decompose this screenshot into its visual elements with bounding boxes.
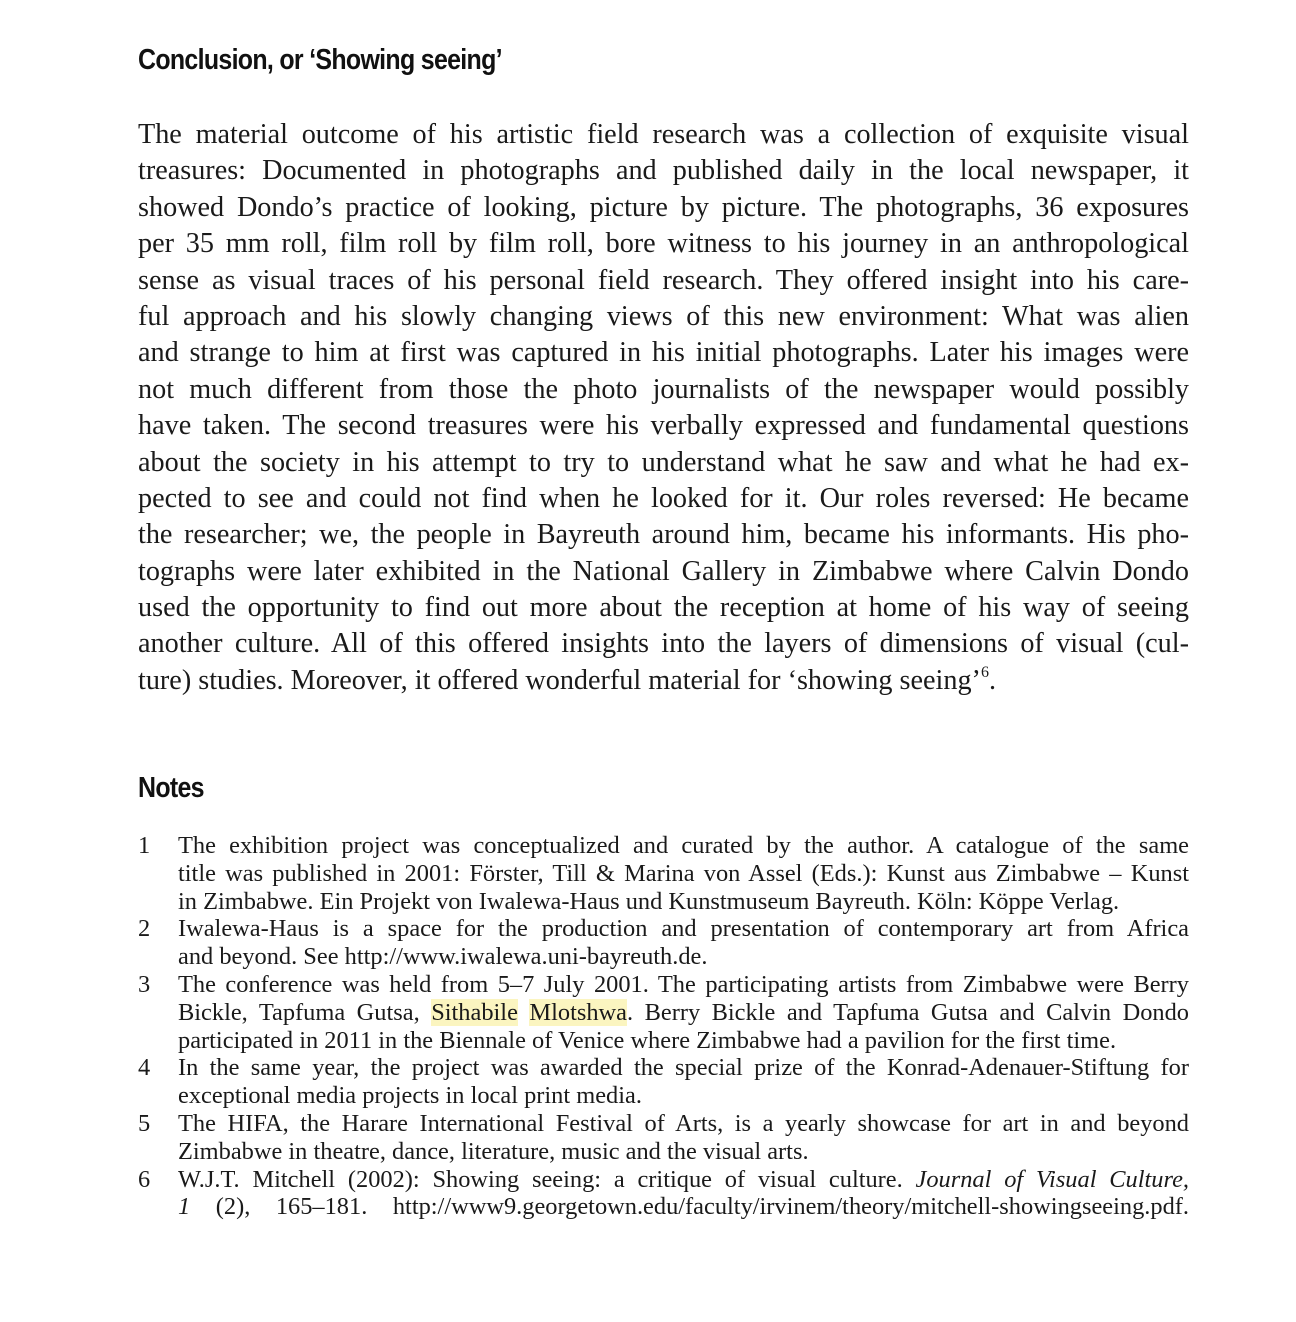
note-line: The exhibition project was conceptualized and curated by the author. A catalogue of the same [178,832,1189,859]
note-number: 6 [138,1165,151,1193]
note-text: W.J.T. Mitchell (2002): Showing seeing: a critique of visual culture. [178,1165,916,1193]
conclusion-paragraph [138,117,1189,699]
paragraph-line: and strange to him at first was captured in his initial photographs. Later his images were [138,337,1189,369]
paragraph-line: used the opportunity to find out more about the reception at home of his way of seeing [138,592,1189,624]
note-line-with-link[interactable]: and beyond. See http://www.iwalewa.uni-bayreuth.de. [178,943,708,971]
paragraph-line-last [138,663,1189,699]
note-text: Bickle, Tapfuma Gutsa, [178,998,432,1026]
note-line-with-link[interactable] [178,1193,1189,1221]
note-line: Zimbabwe in theatre, dance, literature, music and the visual arts. [178,1137,809,1165]
note-number: 2 [138,915,151,943]
paragraph-line: showed Dondo’s practice of looking, picture by picture. The photographs, 36 exposures [138,191,1189,223]
paragraph-line: treasures: Documented in photographs and published daily in the local newspaper, it [138,155,1189,187]
note-line: in Zimbabwe. Ein Projekt von Iwalewa-Haus und Kunstmuseum Bayreuth. Köln: Köppe Verlag. [178,887,1120,915]
highlighted-text[interactable]: Mlotshwa [529,998,627,1026]
notes-list [138,832,1189,1221]
paragraph-line: sense as visual traces of his personal field research. They offered insight into his care- [138,264,1189,296]
paragraph-line: the researcher; we, the people in Bayreuth around him, became his informants. His pho- [138,519,1189,551]
note-item-3 [138,971,1189,1054]
paragraph-line: The material outcome of his artistic field research was a collection of exquisite visual [138,119,1189,150]
note-item-4 [138,1054,1189,1110]
highlighted-text[interactable]: Sithabile [431,998,518,1026]
section-heading-notes: Notes [138,772,204,804]
note-number: 1 [138,832,151,859]
note-line: The conference was held from 5–7 July 2001. The participating artists from Zimbabwe were Berry [178,970,1189,998]
journal-title: Journal of Visual Culture, [915,1165,1189,1193]
paragraph-line: about the society in his attempt to try to understand what he saw and what he had ex- [138,446,1189,478]
paragraph-line: another culture. All of this offered insights into the layers of dimensions of visual (cul- [138,628,1189,660]
footnote-ref-6[interactable]: 6 [980,663,989,681]
note-line: In the same year, the project was awarded the special prize of the Konrad-Adenauer-Stiftung for [178,1054,1189,1082]
paragraph-line: pected to see and could not find when he looked for it. Our roles reversed: He became [138,482,1189,514]
note-line: exceptional media projects in local print media. [178,1082,642,1110]
paragraph-line: not much different from those the photo journalists of the newspaper would possibly [138,373,1189,405]
journal-volume: 1 [178,1193,191,1221]
note-line [178,1166,1189,1194]
note-line: title was published in 2001: Förster, Till & Marina von Assel (Eds.): Kunst aus Zimbabwe – Kunst [178,859,1189,887]
paragraph-line: have taken. The second treasures were his verbally expressed and fundamental questions [138,410,1189,442]
note-line [178,999,1189,1027]
note-line: The HIFA, the Harare International Festival of Arts, is a yearly showcase for art in and beyond [178,1109,1189,1137]
note-text[interactable]: (2), 165–181. http://www9.georgetown.edu/faculty/irvinem/theory/mitchell-showingseeing.pdf. [190,1193,1189,1221]
section-heading-conclusion: Conclusion, or ‘Showing seeing’ [138,44,502,76]
paragraph-line: tographs were later exhibited in the National Gallery in Zimbabwe where Calvin Dondo [138,555,1189,587]
note-item-2 [138,915,1189,971]
paragraph-line: per 35 mm roll, film roll by film roll, bore witness to his journey in an anthropological [138,228,1189,260]
note-text: . Berry Bickle and Tapfuma Gutsa and Calvin Dondo [627,998,1190,1026]
note-item-6 [138,1166,1189,1222]
note-line: participated in 2011 in the Biennale of Venice where Zimbabwe had a pavilion for the first time. [178,1026,1117,1054]
note-number: 3 [138,970,151,998]
note-number: 4 [138,1054,151,1082]
sentence-end: . [988,664,996,696]
note-number: 5 [138,1109,151,1137]
note-line: Iwalewa-Haus is a space for the production and presentation of contemporary art from Africa [178,915,1189,943]
paragraph-line: ful approach and his slowly changing views of this new environment: What was alien [138,300,1189,332]
note-item-1 [138,832,1189,915]
paragraph-line-text: ture) studies. Moreover, it offered wonderful material for ‘showing seeing’ [138,664,981,696]
note-item-5 [138,1110,1189,1166]
